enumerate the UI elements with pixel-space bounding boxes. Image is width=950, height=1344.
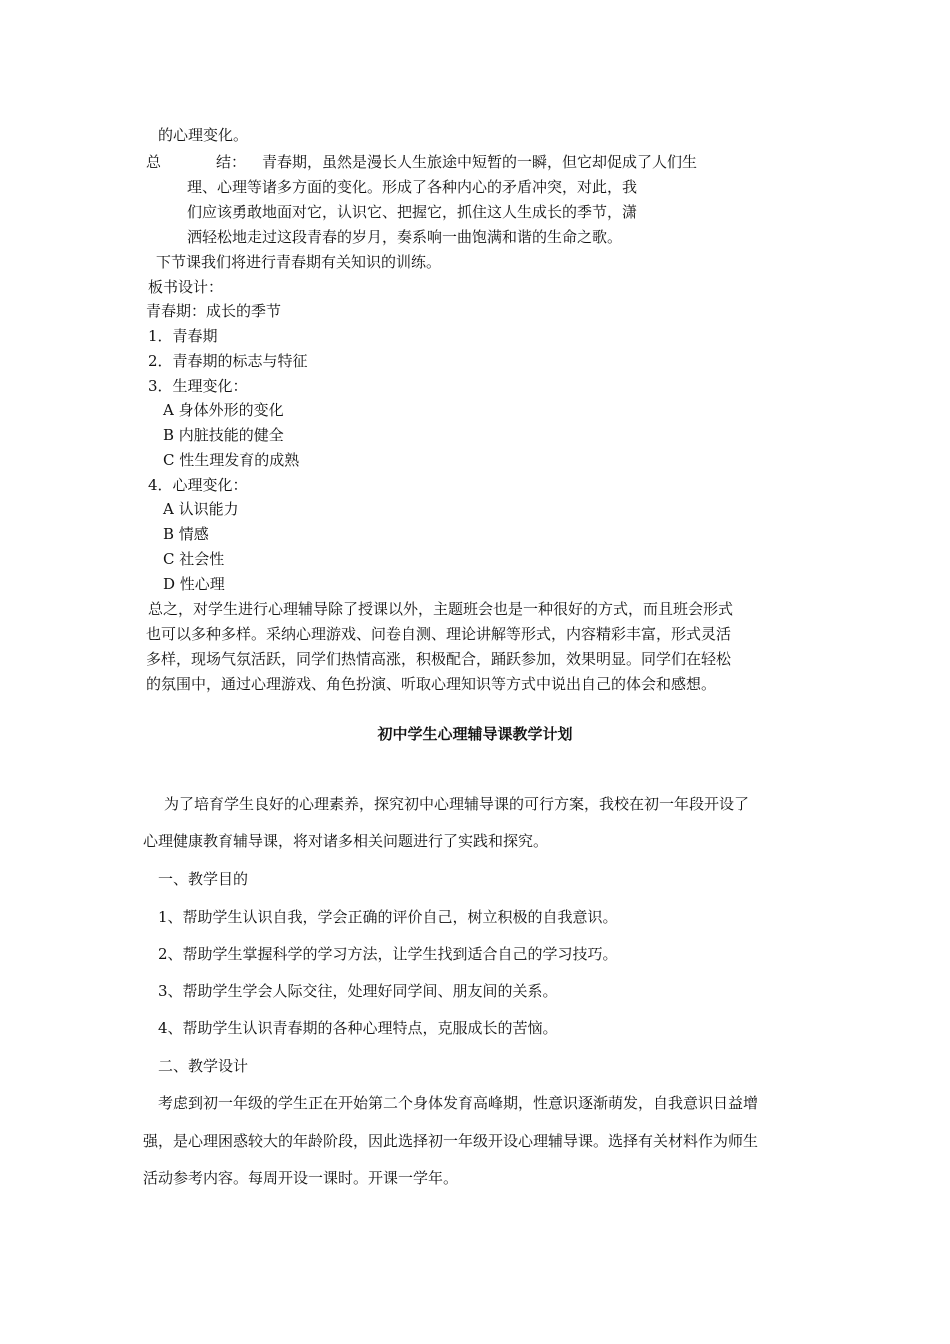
board-item: 4．心理变化：: [148, 476, 248, 494]
summary-line: 理、心理等诸多方面的变化。形成了各种内心的矛盾冲突，对此，我: [187, 178, 638, 196]
goal-item: 4、帮助学生认识青春期的各种心理特点，克服成长的苦恼。: [158, 1019, 558, 1037]
goal-item: 1、帮助学生认识自我，学会正确的评价自己，树立积极的自我意识。: [158, 908, 618, 926]
section-heading-goals: 一、教学目的: [158, 870, 249, 888]
summary-label-b: 结：: [216, 153, 247, 171]
summary-line: 们应该勇敢地面对它，认识它、把握它，抓住这人生成长的季节，潇: [187, 203, 638, 221]
board-subitem: B 情感: [163, 525, 209, 543]
board-item: 2．青春期的标志与特征: [148, 352, 308, 370]
conclusion-line: 多样，现场气氛活跃，同学们热情高涨，积极配合，踊跃参加，效果明显。同学们在轻松: [146, 650, 732, 668]
board-item: 1．青春期: [148, 327, 218, 345]
board-subitem: B 内脏技能的健全: [163, 426, 284, 444]
plan-intro-line: 为了培育学生良好的心理素养，探究初中心理辅导课的可行方案，我校在初一年段开设了: [164, 795, 750, 813]
board-design-topic: 青春期：成长的季节: [146, 302, 282, 320]
design-line: 强，是心理困惑较大的年龄阶段，因此选择初一年级开设心理辅导课。选择有关材料作为师生: [143, 1132, 759, 1150]
summary-line: 青春期，虽然是漫长人生旅途中短暂的一瞬，但它却促成了人们生: [262, 153, 698, 171]
design-line: 考虑到初一年级的学生正在开始第二个身体发育高峰期，性意识逐渐萌发，自我意识日益增: [158, 1094, 759, 1112]
board-item: 3．生理变化：: [148, 377, 248, 395]
plan-intro-line: 心理健康教育辅导课，将对诸多相关问题进行了实践和探究。: [143, 832, 549, 850]
design-line: 活动参考内容。每周开设一课时。开课一学年。: [143, 1169, 459, 1187]
board-subitem: A 认识能力: [163, 500, 239, 518]
board-subitem: C 社会性: [163, 550, 225, 568]
goal-item: 2、帮助学生掌握科学的学习方法，让学生找到适合自己的学习技巧。: [158, 945, 618, 963]
board-subitem: A 身体外形的变化: [163, 401, 284, 419]
plan-title: 初中学生心理辅导课教学计划: [377, 725, 573, 743]
section-heading-design: 二、教学设计: [158, 1057, 249, 1075]
conclusion-line: 也可以多种多样。采纳心理游戏、问卷自测、理论讲解等形式，内容精彩丰富，形式灵活: [146, 625, 732, 643]
goal-item: 3、帮助学生学会人际交往，处理好同学间、朋友间的关系。: [158, 982, 558, 1000]
summary-label-a: 总: [146, 153, 162, 171]
board-design-heading: 板书设计：: [148, 278, 224, 296]
board-subitem: C 性生理发育的成熟: [163, 451, 300, 469]
conclusion-line: 总之，对学生进行心理辅导除了授课以外，主题班会也是一种很好的方式，而且班会形式: [148, 600, 734, 618]
next-lesson-line: 下节课我们将进行青春期有关知识的训练。: [156, 253, 442, 271]
continuation-line: 的心理变化。: [158, 126, 249, 144]
conclusion-line: 的氛围中，通过心理游戏、角色扮演、听取心理知识等方式中说出自己的体会和感想。: [146, 675, 717, 693]
summary-line: 洒轻松地走过这段青春的岁月，奏系响一曲饱满和谐的生命之歌。: [187, 228, 623, 246]
board-subitem: D 性心理: [163, 575, 225, 593]
